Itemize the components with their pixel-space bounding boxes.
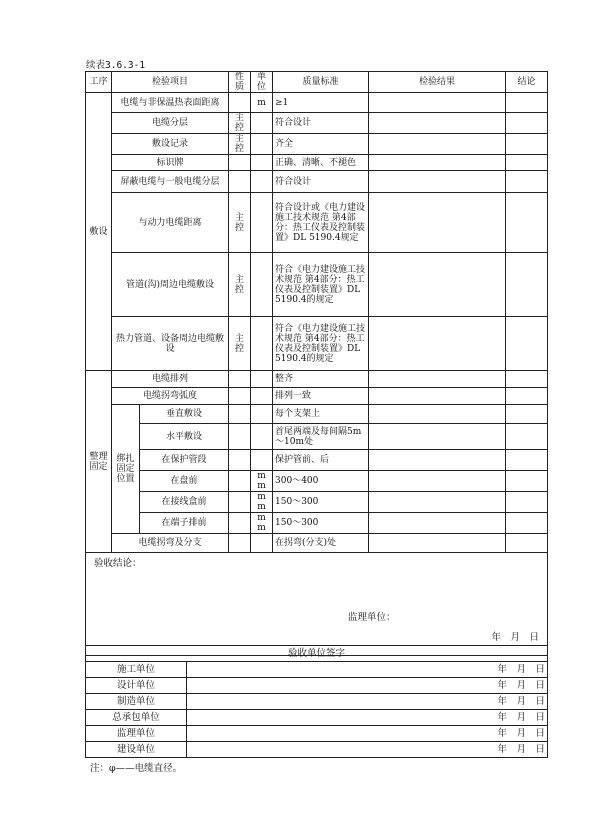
- item-label: 在端子排前: [140, 513, 229, 534]
- unit-cell: [251, 424, 273, 450]
- result-cell[interactable]: [369, 193, 506, 253]
- table-caption: 续表3.6.3-1: [86, 60, 146, 71]
- item-label: 电缆拐弯弧度: [112, 388, 229, 405]
- item-label: 标识牌: [112, 155, 229, 171]
- acceptance-box[interactable]: [86, 553, 548, 656]
- header-conclusion: 结论: [506, 72, 548, 93]
- unit-cell: [251, 405, 273, 424]
- result-cell[interactable]: [369, 317, 506, 371]
- header-result: 检验结果: [369, 72, 506, 93]
- conclusion-cell[interactable]: [506, 317, 548, 371]
- signature-date[interactable]: 年 月 日: [187, 742, 548, 758]
- nature-cell: 主控: [229, 193, 251, 253]
- standard-cell: 300～400: [273, 471, 369, 492]
- nature-cell: [229, 424, 251, 450]
- signature-unit: 制造单位: [86, 694, 187, 710]
- nature-cell: [229, 450, 251, 471]
- nature-cell: [229, 513, 251, 534]
- standard-cell: 保护管前、后: [273, 450, 369, 471]
- standard-cell: 符合设计: [273, 113, 369, 134]
- signature-date[interactable]: 年 月 日: [187, 678, 548, 694]
- conclusion-cell[interactable]: [506, 134, 548, 155]
- acceptance-label: 验收结论：: [94, 558, 142, 569]
- result-grid[interactable]: [369, 513, 506, 534]
- result-cell[interactable]: [369, 155, 506, 171]
- standard-cell: 符合设计或《电力建设施工技术规范 第4部分：热工仪表及控制装置》DL 5190.4规定: [273, 193, 369, 253]
- nature-cell: [229, 171, 251, 193]
- section-laying: 敷设: [86, 93, 112, 371]
- result-cell[interactable]: [369, 113, 506, 134]
- item-label: 屏蔽电缆与一般电缆分层: [112, 171, 229, 193]
- header-nature: 性质: [229, 72, 251, 93]
- result-cell[interactable]: [369, 371, 506, 388]
- result-cell[interactable]: [369, 534, 506, 553]
- inspection-table: [85, 71, 548, 656]
- unit-cell: [251, 134, 273, 155]
- standard-cell: 符合《电力建设施工技术规范 第4部分：热工仪表及控制装置》DL 5190.4的规定: [273, 253, 369, 317]
- item-label: 垂直敷设: [140, 405, 229, 424]
- conclusion-cell[interactable]: [506, 155, 548, 171]
- result-cell[interactable]: [369, 134, 506, 155]
- item-label: 管道(沟)周边电缆敷设: [112, 253, 229, 317]
- unit-cell: [251, 317, 273, 371]
- item-label: 热力管道、设备周边电缆敷设: [112, 317, 229, 371]
- standard-cell: 每个支架上: [273, 405, 369, 424]
- unit-cell: mm: [251, 492, 273, 513]
- standard-cell: 符合《电力建设施工技术规范 第4部分：热工仪表及控制装置》DL 5190.4的规定: [273, 317, 369, 371]
- conclusion-cell[interactable]: [506, 113, 548, 134]
- result-grid[interactable]: [369, 93, 506, 113]
- conclusion-cell[interactable]: [506, 424, 548, 450]
- standard-cell: 正确、清晰、不褪色: [273, 155, 369, 171]
- nature-cell: [229, 471, 251, 492]
- result-cell[interactable]: [369, 171, 506, 193]
- unit-cell: [251, 193, 273, 253]
- nature-cell: [229, 534, 251, 553]
- signature-table: [85, 645, 548, 758]
- unit-cell: [251, 450, 273, 471]
- result-cell[interactable]: [369, 388, 506, 405]
- standard-cell: 齐全: [273, 134, 369, 155]
- nature-cell: [229, 492, 251, 513]
- conclusion-cell[interactable]: [506, 513, 548, 534]
- signature-unit: 监理单位: [86, 726, 187, 742]
- unit-cell: [251, 155, 273, 171]
- standard-cell: 整齐: [273, 371, 369, 388]
- item-label: 电缆与非保温热表面距离: [112, 93, 229, 113]
- result-cell[interactable]: [369, 424, 506, 450]
- item-label: 水平敷设: [140, 424, 229, 450]
- header-unit: 单位: [251, 72, 273, 93]
- unit-cell: [251, 253, 273, 317]
- standard-cell: 在拐弯(分支)处: [273, 534, 369, 553]
- conclusion-cell[interactable]: [506, 471, 548, 492]
- header-item: 检验项目: [112, 72, 229, 93]
- conclusion-cell[interactable]: [506, 388, 548, 405]
- nature-cell: [229, 371, 251, 388]
- nature-cell: 主控: [229, 253, 251, 317]
- standard-cell: 首尾两端及每间隔5m～10m处: [273, 424, 369, 450]
- nature-cell: [229, 155, 251, 171]
- signature-unit: 建设单位: [86, 742, 187, 758]
- unit-cell: [251, 371, 273, 388]
- signature-unit: 施工单位: [86, 662, 187, 678]
- unit-cell: mm: [251, 471, 273, 492]
- item-label: 电缆排列: [112, 371, 229, 388]
- item-label: 电缆分层: [112, 113, 229, 134]
- nature-cell: [229, 405, 251, 424]
- signature-date[interactable]: 年 月 日: [187, 662, 548, 678]
- conclusion-cell[interactable]: [506, 534, 548, 553]
- conclusion-cell[interactable]: [506, 492, 548, 513]
- signature-title: 验收单位签字: [86, 646, 548, 662]
- standard-cell: 150～300: [273, 492, 369, 513]
- standard-cell: 符合设计: [273, 171, 369, 193]
- header-process: 工序: [86, 72, 112, 93]
- unit-cell: m: [251, 93, 273, 113]
- signature-unit: 总承包单位: [86, 710, 187, 726]
- unit-cell: [251, 534, 273, 553]
- conclusion-cell[interactable]: [506, 171, 548, 193]
- signature-date[interactable]: 年 月 日: [187, 726, 548, 742]
- signature-date[interactable]: 年 月 日: [187, 694, 548, 710]
- item-label: 在保护管段: [140, 450, 229, 471]
- conclusion-cell[interactable]: [506, 371, 548, 388]
- acceptance-date: 年 月 日: [491, 632, 540, 643]
- standard-cell: 排列一致: [273, 388, 369, 405]
- result-cell[interactable]: [369, 253, 506, 317]
- conclusion-cell[interactable]: [506, 405, 548, 424]
- nature-cell: 主控: [229, 317, 251, 371]
- signature-unit: 设计单位: [86, 678, 187, 694]
- unit-cell: [251, 113, 273, 134]
- standard-cell: ≥1: [273, 93, 369, 113]
- unit-cell: [251, 171, 273, 193]
- item-label: 与动力电缆距离: [112, 193, 229, 253]
- conclusion-cell[interactable]: [506, 253, 548, 317]
- conclusion-cell[interactable]: [506, 450, 548, 471]
- nature-cell: 主控: [229, 113, 251, 134]
- footnote: 注：φ——电缆直径。: [90, 763, 183, 774]
- bind-group-label: 绑扎固定位置: [112, 405, 140, 534]
- nature-cell: 主控: [229, 134, 251, 155]
- signature-date[interactable]: 年 月 日: [187, 710, 548, 726]
- section-fix: 整理固定: [86, 371, 112, 553]
- item-label: 电缆拐弯及分支: [112, 534, 229, 553]
- unit-cell: mm: [251, 513, 273, 534]
- conclusion-cell[interactable]: [506, 93, 548, 113]
- item-label: 敷设记录: [112, 134, 229, 155]
- item-label: 在盘前: [140, 471, 229, 492]
- nature-cell: [229, 93, 251, 113]
- conclusion-cell[interactable]: [506, 193, 548, 253]
- header-standard: 质量标准: [273, 72, 369, 93]
- unit-cell: [251, 388, 273, 405]
- result-grid[interactable]: [369, 471, 506, 492]
- nature-cell: [229, 388, 251, 405]
- standard-cell: 150～300: [273, 513, 369, 534]
- supervisor-label: 监理单位：: [348, 612, 396, 623]
- item-label: 在接线盒前: [140, 492, 229, 513]
- result-cell[interactable]: [369, 405, 506, 424]
- result-grid[interactable]: [369, 492, 506, 513]
- result-cell[interactable]: [369, 450, 506, 471]
